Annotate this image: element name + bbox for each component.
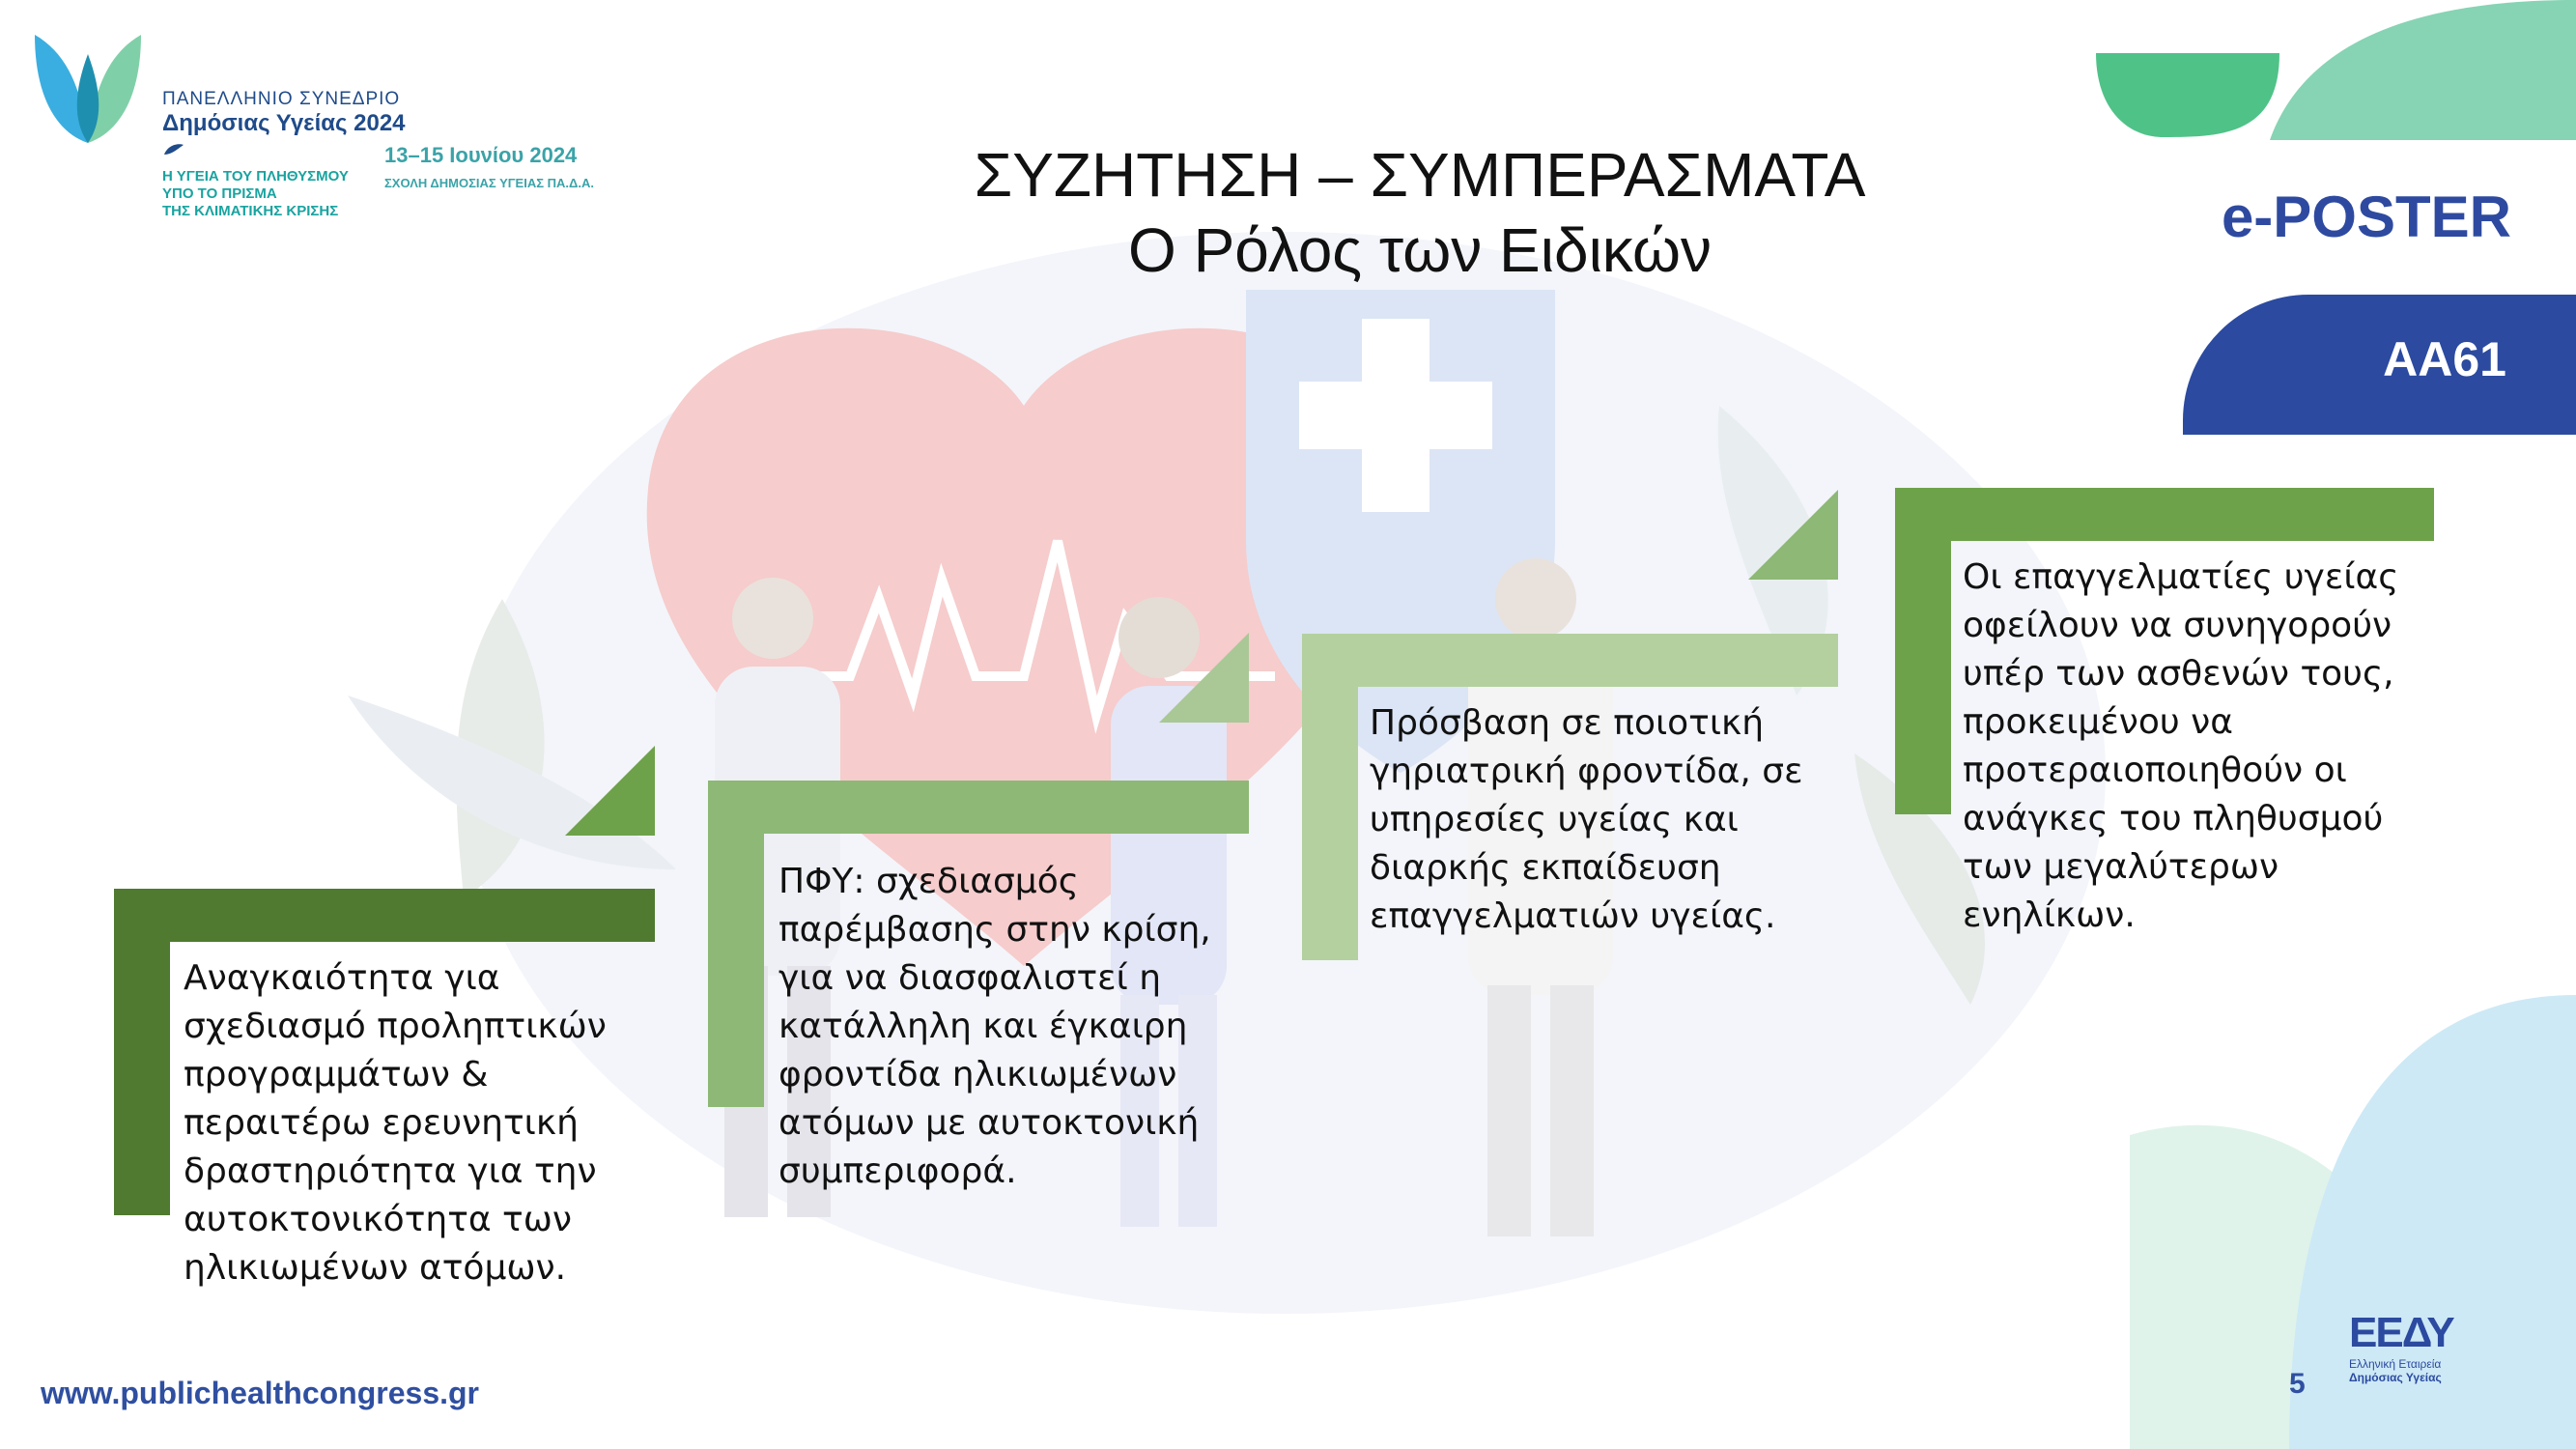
website-link[interactable]: www.publichealthcongress.gr [41,1376,479,1410]
step1-line: δραστηριότητα για την [184,1151,597,1191]
step2-line: φροντίδα ηλικιωμένων [778,1055,1177,1094]
step4-line: προκειμένου να [1963,702,2234,742]
congress-title-line2: Δημόσιας Υγείας 2024 [162,110,406,136]
step4-line: ανάγκες του πληθυσμού [1963,799,2384,838]
step2-bar-side [708,781,764,1107]
step4-text [1963,554,2398,940]
step3-text [1370,699,1803,941]
step3-bar-top [1302,634,1838,687]
step1-corner-arrow [565,746,655,836]
theme-line3: ΤΗΣ ΚΛΙΜΑΤΙΚΗΣ ΚΡΙΣΗΣ [162,203,339,219]
step2-text [778,858,1211,1196]
theme-line2: ΥΠΟ ΤΟ ΠΡΙΣΜΑ [162,185,277,202]
congress-dates: 13–15 Ιουνίου 2024 [384,143,578,167]
step3-line: επαγγελματιών υγείας. [1370,896,1776,936]
step2-line: συμπεριφορά. [778,1151,1017,1191]
page-number: 5 [2289,1368,2306,1400]
org-name-line1: Ελληνική Εταιρεία [2349,1357,2442,1371]
step1-line: προγραμμάτων & [184,1055,489,1094]
congress-title-line1: ΠΑΝΕΛΛΗΝΙΟ ΣΥΝΕΔΡΙΟ [162,89,401,109]
step3-corner-arrow [1748,490,1838,580]
org-name-line2: Δημόσιας Υγείας [2349,1371,2442,1384]
step1-line: σχεδιασμό προληπτικών [184,1007,607,1046]
step3-bar-side [1302,634,1358,960]
eposter-label: e-POSTER [2221,185,2511,249]
step4-line: οφείλουν να συνηγορούν [1963,606,2392,645]
step2-corner-arrow [1159,633,1249,723]
step4-line: προτεραιοποιηθούν οι [1963,751,2347,790]
step3-line: διαρκής εκπαίδευση [1370,848,1721,888]
step1-line: Αναγκαιότητα για [184,958,500,998]
step2-line: ατόμων με αυτοκτονική [778,1103,1200,1143]
step1-line: ηλικιωμένων ατόμων. [184,1248,567,1288]
congress-venue: ΣΧΟΛΗ ΔΗΜΟΣΙΑΣ ΥΓΕΙΑΣ ΠΑ.Δ.Α. [384,176,594,190]
theme-line1: Η ΥΓΕΙΑ ΤΟΥ ΠΛΗΘΥΣΜΟΥ [162,168,349,185]
step4-bar-side [1895,488,1951,814]
step2-line: κατάλληλη και έγκαιρη [778,1007,1188,1046]
step4-line: υπέρ των ασθενών τους, [1963,654,2394,694]
step2-line: ΠΦΥ: σχεδιασμός [778,862,1079,901]
slide-title-line1: ΣΥΖΗΤΗΣΗ – ΣΥΜΠΕΡΑΣΜΑΤΑ [974,140,1866,210]
slide-title-line2: Ο Ρόλος των Ειδικών [1128,215,1712,285]
step4-line: ενηλίκων. [1963,895,2136,935]
step1-bar-top [114,889,655,942]
step1-line: αυτοκτονικότητα των [184,1200,572,1239]
step1-line: περαιτέρω ερευνητική [184,1103,579,1143]
step1-text [184,954,607,1293]
step4-line: των μεγαλύτερων [1963,847,2279,887]
step2-line: παρέμβασης στην κρίση, [778,910,1211,950]
poster-code: AA61 [2383,332,2506,386]
step4-line: Οι επαγγελματίες υγείας [1963,557,2399,597]
step3-line: υπηρεσίες υγείας και [1370,800,1739,839]
step3-line: γηριατρική φροντίδα, σε [1370,752,1803,791]
org-logo [2349,1309,2465,1386]
step1-bar-side [114,889,170,1215]
org-logo-mark: ΕΕΔΥ [2349,1309,2453,1356]
step3-line: Πρόσβαση σε ποιοτική [1370,703,1765,743]
step2-bar-top [708,781,1249,834]
step4-bar-top [1895,488,2434,541]
step2-line: για να διασφαλιστεί η [778,958,1162,998]
